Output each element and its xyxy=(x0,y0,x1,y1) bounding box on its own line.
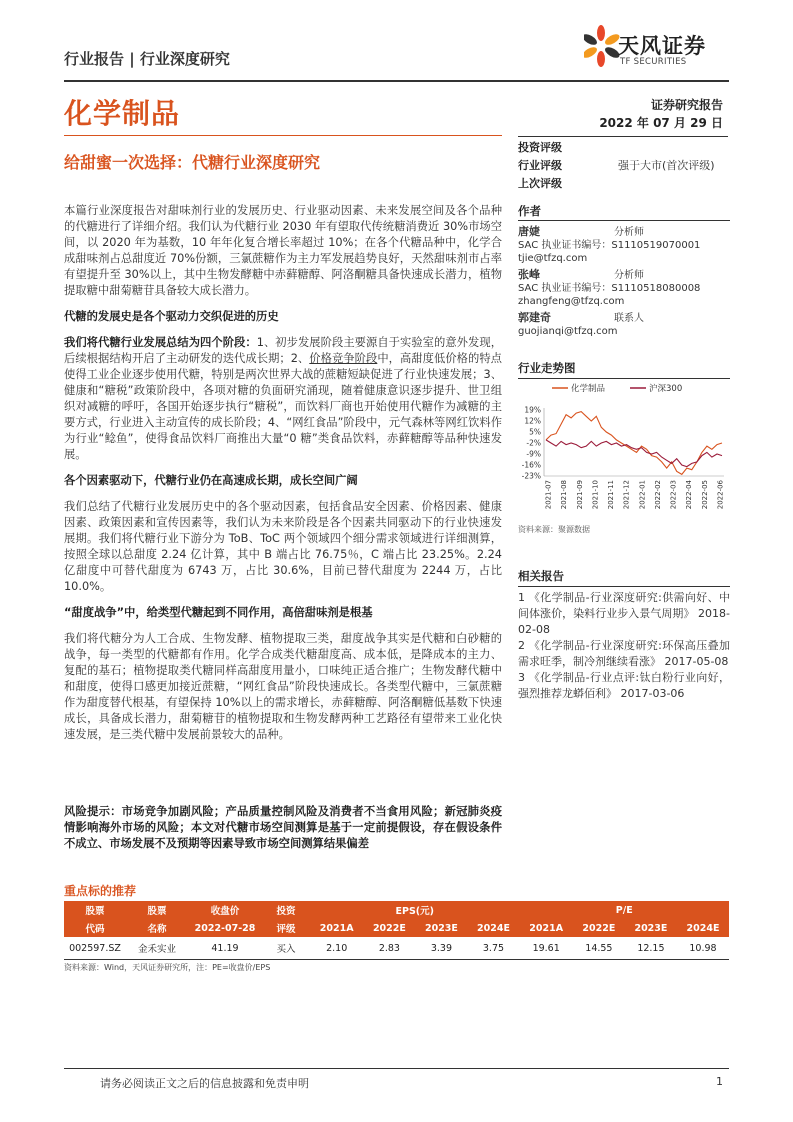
x-tick-label: 2021-11 xyxy=(607,480,616,510)
industry-rating-label: 行业评级 xyxy=(518,159,562,172)
col-header: 名称 xyxy=(126,919,188,937)
author-role: 联系人 xyxy=(614,313,644,324)
table-header-row xyxy=(64,919,729,937)
y-tick-label: 5% xyxy=(529,427,541,437)
author-license: SAC 执业证书编号：S1110519070001 xyxy=(518,240,701,251)
related-report-item[interactable]: 1 《化学制品-行业深度研究:供需向好、中间体涨价，染料行业步入景气周期》 2018-02-08 xyxy=(518,591,730,636)
intro-paragraph: 本篇行业深度报告对甜味剂行业的发展历史、行业驱动因素、未来发展空间及各个品种的代糖进行了详细介绍。我们认为代糖行业 2030 年有望取代传统糖消费近 30%市场空间，以 2020 年为基数，10 年年化复合增长率超过 10%；在各个代糖品种中，化学合成甜味剂占总甜度近 70%份额，三氯蔗糖作为主力军发展趋势良好，天然甜味剂市占率有望提升至 30%以上，其中生物发酵糖中赤藓糖醇、阿洛酮糖具备快速成长潜力，植物提取糖中甜菊糖苷具备较大成长潜力。 xyxy=(64,204,502,297)
section-heading: 各个因素驱动下，代糖行业仍在高速成长期，成长空间广阔 xyxy=(64,474,358,487)
cell-eps: 2.83 xyxy=(363,937,415,960)
col-header: 收盘价 xyxy=(188,901,262,919)
related-rule xyxy=(518,586,730,587)
col-header-year: 2023E xyxy=(415,919,467,937)
authors-panel xyxy=(518,205,730,341)
series-line-hs300 xyxy=(546,440,722,467)
rating-rule xyxy=(518,136,728,137)
author-entry xyxy=(518,311,730,338)
cell-eps: 3.39 xyxy=(415,937,467,960)
author-name: 郭建奇 xyxy=(518,311,551,324)
rating-box xyxy=(518,136,728,192)
report-type: 证券研究报告 xyxy=(650,98,723,112)
col-header-year: 2021A xyxy=(310,919,363,937)
industry-rating-value: 强于大市(首次评级) xyxy=(618,159,715,172)
col-header-year: 2022E xyxy=(573,919,625,937)
report-title: 给甜蜜一次选择：代糖行业深度研究 xyxy=(64,153,321,172)
author-license: SAC 执业证书编号：S1110518080008 xyxy=(518,283,701,294)
cell-code: 002597.SZ xyxy=(64,937,126,960)
col-header-year: 2022E xyxy=(363,919,415,937)
cell-rating: 买入 xyxy=(262,937,310,960)
drivers-paragraph: 我们总结了代糖行业发展历史中的各个驱动因素，包括食品安全因素、价格因素、健康因素、政策因素和宣传因素等，我们认为未来阶段是各个因素共同驱动下的行业快速发展期。我们将代糖行业下游分为 ToB、ToC 两个领域四个细分需求领域进行详细测算，按照全球以总甜度 2.24 亿计算，其中 B 端占比 76.75％，C 端占比 23.25%。2.24 亿甜度中可替代甜度为 6743 万，占比 30.6%，目前已替代甜度为 2244 万，占比 10.0%。 xyxy=(64,500,502,593)
logo-text-en: TF SECURITIES xyxy=(620,57,687,67)
logo-text: 天风证券 xyxy=(618,34,706,58)
authors-rule xyxy=(518,220,730,221)
x-tick-label: 2022-05 xyxy=(700,480,709,510)
x-tick-label: 2021-07 xyxy=(544,480,553,510)
col-header-year: 2021A xyxy=(519,919,572,937)
page-number: 1 xyxy=(716,1075,723,1088)
y-tick-label: 19% xyxy=(524,405,541,415)
author-email[interactable]: tjie@tfzq.com xyxy=(518,253,588,264)
footer-rule xyxy=(64,1068,729,1069)
cell-pe: 12.15 xyxy=(625,937,677,960)
table-title: 重点标的推荐 xyxy=(64,884,137,898)
stage-text-a: 1、初步发展阶段主要源自于实验室的意外发现，后续根据结构开启了主动研发的迭代成长期；2、 xyxy=(64,336,502,365)
col-header: 股票 xyxy=(64,901,126,919)
table-row xyxy=(64,937,729,960)
table-header-row xyxy=(64,901,729,919)
author-name: 唐婕 xyxy=(518,225,540,238)
y-tick-label: -16% xyxy=(521,460,541,470)
x-tick-label: 2021-10 xyxy=(591,480,600,510)
author-entry xyxy=(518,225,730,265)
cell-name: 金禾实业 xyxy=(126,937,188,960)
related-reports xyxy=(518,568,730,702)
footer-disclaimer: 请务必阅读正文之后的信息披露和免责申明 xyxy=(100,1077,309,1090)
war-paragraph: 我们将代糖分为人工合成、生物发酵、植物提取三类，甜度战争其实是代糖和白砂糖的战争，每一类型的代糖都有作用。化学合成类代糖甜度高、成本低，是降成本的主力、复配的基石；植物提取类代糖同样高甜度用量小，口味纯正适合推广；生物发酵代糖中和甜度，使得口感更加接近蔗糖，“网红食品”阶段快速成长。各类型代糖中，三氯蔗糖作为甜度替代根基，有望保持 10%以上的需求增长，赤藓糖醇、阿洛酮糖低基数下快速成长，具备成长潜力，甜菊糖苷的植物提取和生物发酵两种工艺路径有望带来工业化快速发展，是三类代糖中发展前景较大的品种。 xyxy=(64,632,502,741)
section-heading: 代糖的发展史是各个驱动力交织促进的历史 xyxy=(64,310,279,323)
header-rule xyxy=(64,80,729,82)
col-header: 代码 xyxy=(64,919,126,937)
col-header-year: 2024E xyxy=(467,919,519,937)
stage-underlined: 价格竞争阶段 xyxy=(309,352,378,365)
x-tick-label: 2022-01 xyxy=(638,480,647,510)
y-tick-label: -2% xyxy=(526,438,541,448)
col-header-year: 2023E xyxy=(625,919,677,937)
related-label: 相关报告 xyxy=(518,569,564,583)
col-header: 股票 xyxy=(126,901,188,919)
x-tick-label: 2022-02 xyxy=(653,480,662,510)
stage-text-b: 中，高甜度低价格的特点使得工业企业逐步使用代糖，特别是两次世界大战的蔗糖短缺促进了行业快速发展；3、健康和“糖税”政策阶段中，各项对糖的负面研究涌现，随着健康意识逐步提升、世卫组织对减糖的呼吁，各国开始逐步执行“糖税”，而饮料厂商也开始使用代糖作为减糖的主要方式，行业进入主动宣传的成长阶段；4、“网红食品”阶段中，元气森林等网红饮料作为行业“鲶鱼”，使得食品饮料厂商推出大量“0 糖”类食品饮料，赤藓糖醇等品种快速发展。 xyxy=(64,352,502,461)
col-header: 2022-07-28 xyxy=(188,919,262,937)
x-tick-label: 2022-06 xyxy=(716,480,725,510)
legend-label: 化学制品 xyxy=(571,384,606,394)
cell-pe: 10.98 xyxy=(677,937,729,960)
y-tick-label: -9% xyxy=(526,449,541,459)
industry-title: 化学制品 xyxy=(64,97,181,130)
col-header: 投资 xyxy=(262,901,310,919)
legend-label: 沪深300 xyxy=(649,384,683,394)
related-report-item[interactable]: 2 《化学制品-行业深度研究:环保高压叠加需求旺季，制冷剂继续看涨》 2017-05-08 xyxy=(518,639,730,668)
authors-label: 作者 xyxy=(518,204,541,218)
author-role: 分析师 xyxy=(614,270,644,281)
y-tick-label: -23% xyxy=(521,471,541,481)
author-email[interactable]: guojianqi@tfzq.com xyxy=(518,326,618,337)
cell-price: 41.19 xyxy=(188,937,262,960)
title-rule xyxy=(64,135,502,136)
risk-warning: 风险提示：市场竞争加剧风险；产品质量控制风险及消费者不当食用风险；新冠肺炎疫情影响海外市场的风险；本文对代糖市场空间测算是基于一定前提假设，存在假设条件不成立、市场发展不及预期等因素导致市场空间测算结果偏差 xyxy=(64,805,502,850)
cell-pe: 19.61 xyxy=(519,937,572,960)
cell-eps: 3.75 xyxy=(467,937,519,960)
author-email[interactable]: zhangfeng@tfzq.com xyxy=(518,296,625,307)
author-name: 张峰 xyxy=(518,268,540,281)
report-category: 行业报告 | 行业深度研究 xyxy=(64,50,230,68)
col-header: 评级 xyxy=(262,919,310,937)
stage-paragraph xyxy=(64,335,502,463)
trend-chart xyxy=(518,380,730,512)
cell-pe: 14.55 xyxy=(573,937,625,960)
x-tick-label: 2021-12 xyxy=(622,480,631,510)
trend-source: 资料来源：聚源数据 xyxy=(518,525,590,534)
cell-eps: 2.10 xyxy=(310,937,363,960)
related-report-item[interactable]: 3 《化学制品-行业点评:钛白粉行业向好，强烈推荐龙蟒佰利》 2017-03-06 xyxy=(518,671,730,700)
stock-table xyxy=(64,901,729,960)
main-body xyxy=(64,203,502,753)
table-source: 资料来源：Wind，天风证券研究所，注：PE=收盘价/EPS xyxy=(64,963,271,972)
trend-header xyxy=(518,360,730,379)
trend-label: 行业走势图 xyxy=(518,361,576,375)
x-tick-label: 2022-04 xyxy=(685,480,694,510)
col-header-pe: P/E xyxy=(519,901,729,919)
trend-rule xyxy=(518,378,730,379)
author-entry xyxy=(518,268,730,308)
section-heading: “甜度战争”中，给类型代糖起到不同作用，高倍甜味剂是根基 xyxy=(64,606,373,619)
rating-label: 投资评级 xyxy=(518,141,562,154)
report-date: 2022 年 07 月 29 日 xyxy=(599,116,723,130)
col-header-year: 2024E xyxy=(677,919,729,937)
x-tick-label: 2022-03 xyxy=(669,480,678,510)
prev-rating-label: 上次评级 xyxy=(518,177,562,190)
stage-lead: 我们将代糖行业发展总结为四个阶段： xyxy=(64,336,257,349)
col-header-eps: EPS(元) xyxy=(310,901,519,919)
y-tick-label: 12% xyxy=(524,416,541,426)
x-tick-label: 2021-09 xyxy=(575,480,584,510)
author-role: 分析师 xyxy=(614,227,644,238)
x-tick-label: 2021-08 xyxy=(560,480,569,510)
